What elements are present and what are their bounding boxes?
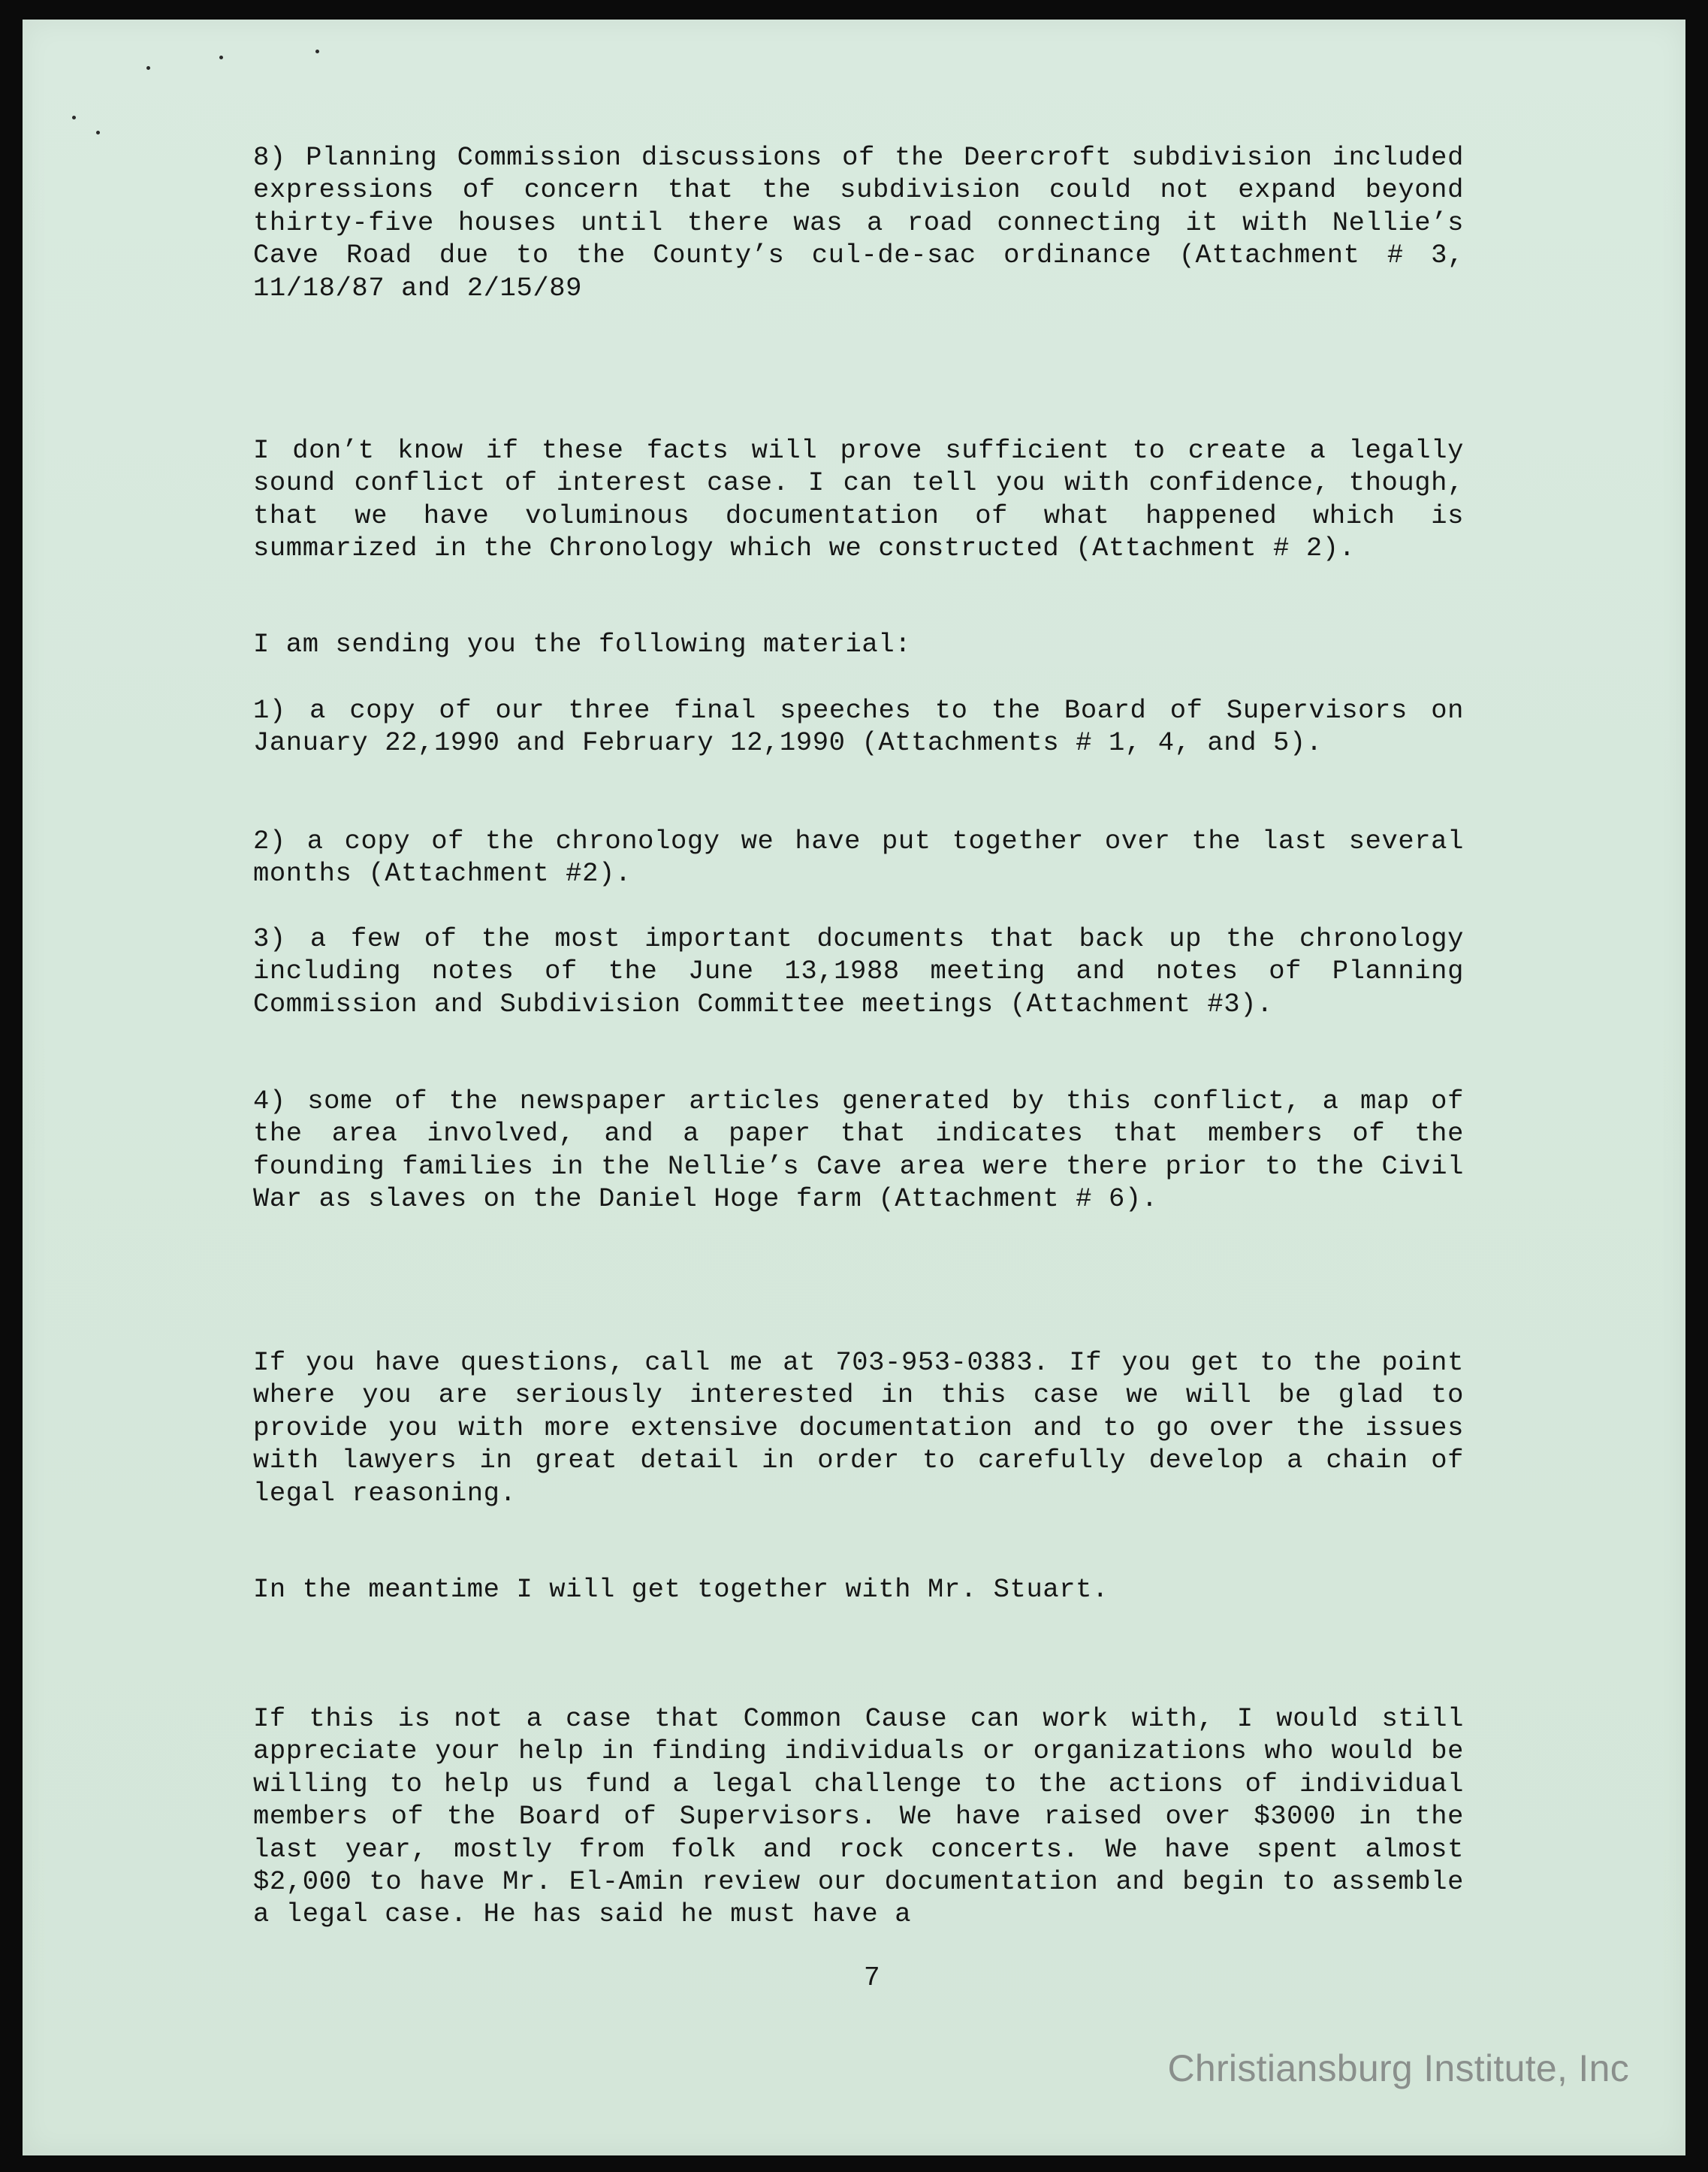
scan-speck bbox=[219, 56, 223, 59]
paragraph: 8) Planning Commission discussions of the Deercroft subdivision included expressions of concern that the subdivision could not expand beyond thirty-five houses until there was a road connecting it with Nellie’s Cave Road due to the County’s cul-de-sac ordinance (Attachment # 3, 11/18/87 and 2/15/89 bbox=[253, 142, 1464, 304]
scan-speck bbox=[146, 66, 150, 70]
list-item-4 bbox=[253, 1085, 1464, 1216]
list-item: 1) a copy of our three final speeches to the Board of Supervisors on January 22,1990 and February 12,1990 (Attachments # 1, 4, and 5). bbox=[253, 695, 1464, 759]
scan-speck bbox=[315, 50, 319, 53]
list-item-1 bbox=[253, 694, 1464, 760]
list-item-2 bbox=[253, 825, 1464, 890]
page-number: 7 bbox=[864, 1962, 880, 1993]
list-item: 3) a few of the most important documents that back up the chronology including notes of the June 13,1988 meeting and notes of Planning Commission and Subdivision Committee meetings (Attachment #3). bbox=[253, 923, 1464, 1020]
paragraph-meantime bbox=[253, 1573, 1464, 1606]
watermark: Christiansburg Institute, Inc bbox=[1167, 2047, 1629, 2089]
paragraph: I am sending you the following material: bbox=[253, 629, 912, 660]
list-item: 2) a copy of the chronology we have put together over the last several months (Attachment #2). bbox=[253, 826, 1464, 890]
paragraph-8 bbox=[253, 141, 1464, 304]
list-item: 4) some of the newspaper articles generated by this conflict, a map of the area involved, and a paper that indicates that members of the founding families in the Nellie’s Cave area were there prior to the Civil War as slaves on the Daniel Hoge farm (Attachment # 6). bbox=[253, 1086, 1464, 1215]
paragraph-facts bbox=[253, 434, 1464, 565]
paragraph-sending bbox=[253, 628, 1464, 660]
paragraph-common-cause bbox=[253, 1702, 1464, 1931]
paragraph: If this is not a case that Common Cause can work with, I would still appreciate your help in finding individuals or organizations who would be willing to help us fund a legal challenge to the actions of individual members of the Board of Supervisors. We have raised over $3000 in the last year, mostly from folk and rock concerts. We have spent almost $2,000 to have Mr. El-Amin review our documentation and begin to assemble a legal case. He has said he must have a bbox=[253, 1703, 1464, 1930]
list-item-3 bbox=[253, 923, 1464, 1020]
scan-speck bbox=[72, 116, 76, 119]
scan-speck bbox=[96, 131, 100, 134]
paragraph: If you have questions, call me at 703-953-0383. If you get to the point where you are seriously interested in this case we will be glad to provide you with more extensive documentation and to go over the issues with lawyers in great detail in order to carefully develop a chain of legal reasoning. bbox=[253, 1347, 1464, 1509]
paragraph: In the meantime I will get together with Mr. Stuart. bbox=[253, 1574, 1109, 1605]
paragraph-questions bbox=[253, 1346, 1464, 1509]
paragraph: I don’t know if these facts will prove sufficient to create a legally sound conflict of interest case. I can tell you with confidence, though, that we have voluminous documentation of what happened which is summarized in the Chronology which we constructed (Attachment # 2). bbox=[253, 435, 1464, 564]
